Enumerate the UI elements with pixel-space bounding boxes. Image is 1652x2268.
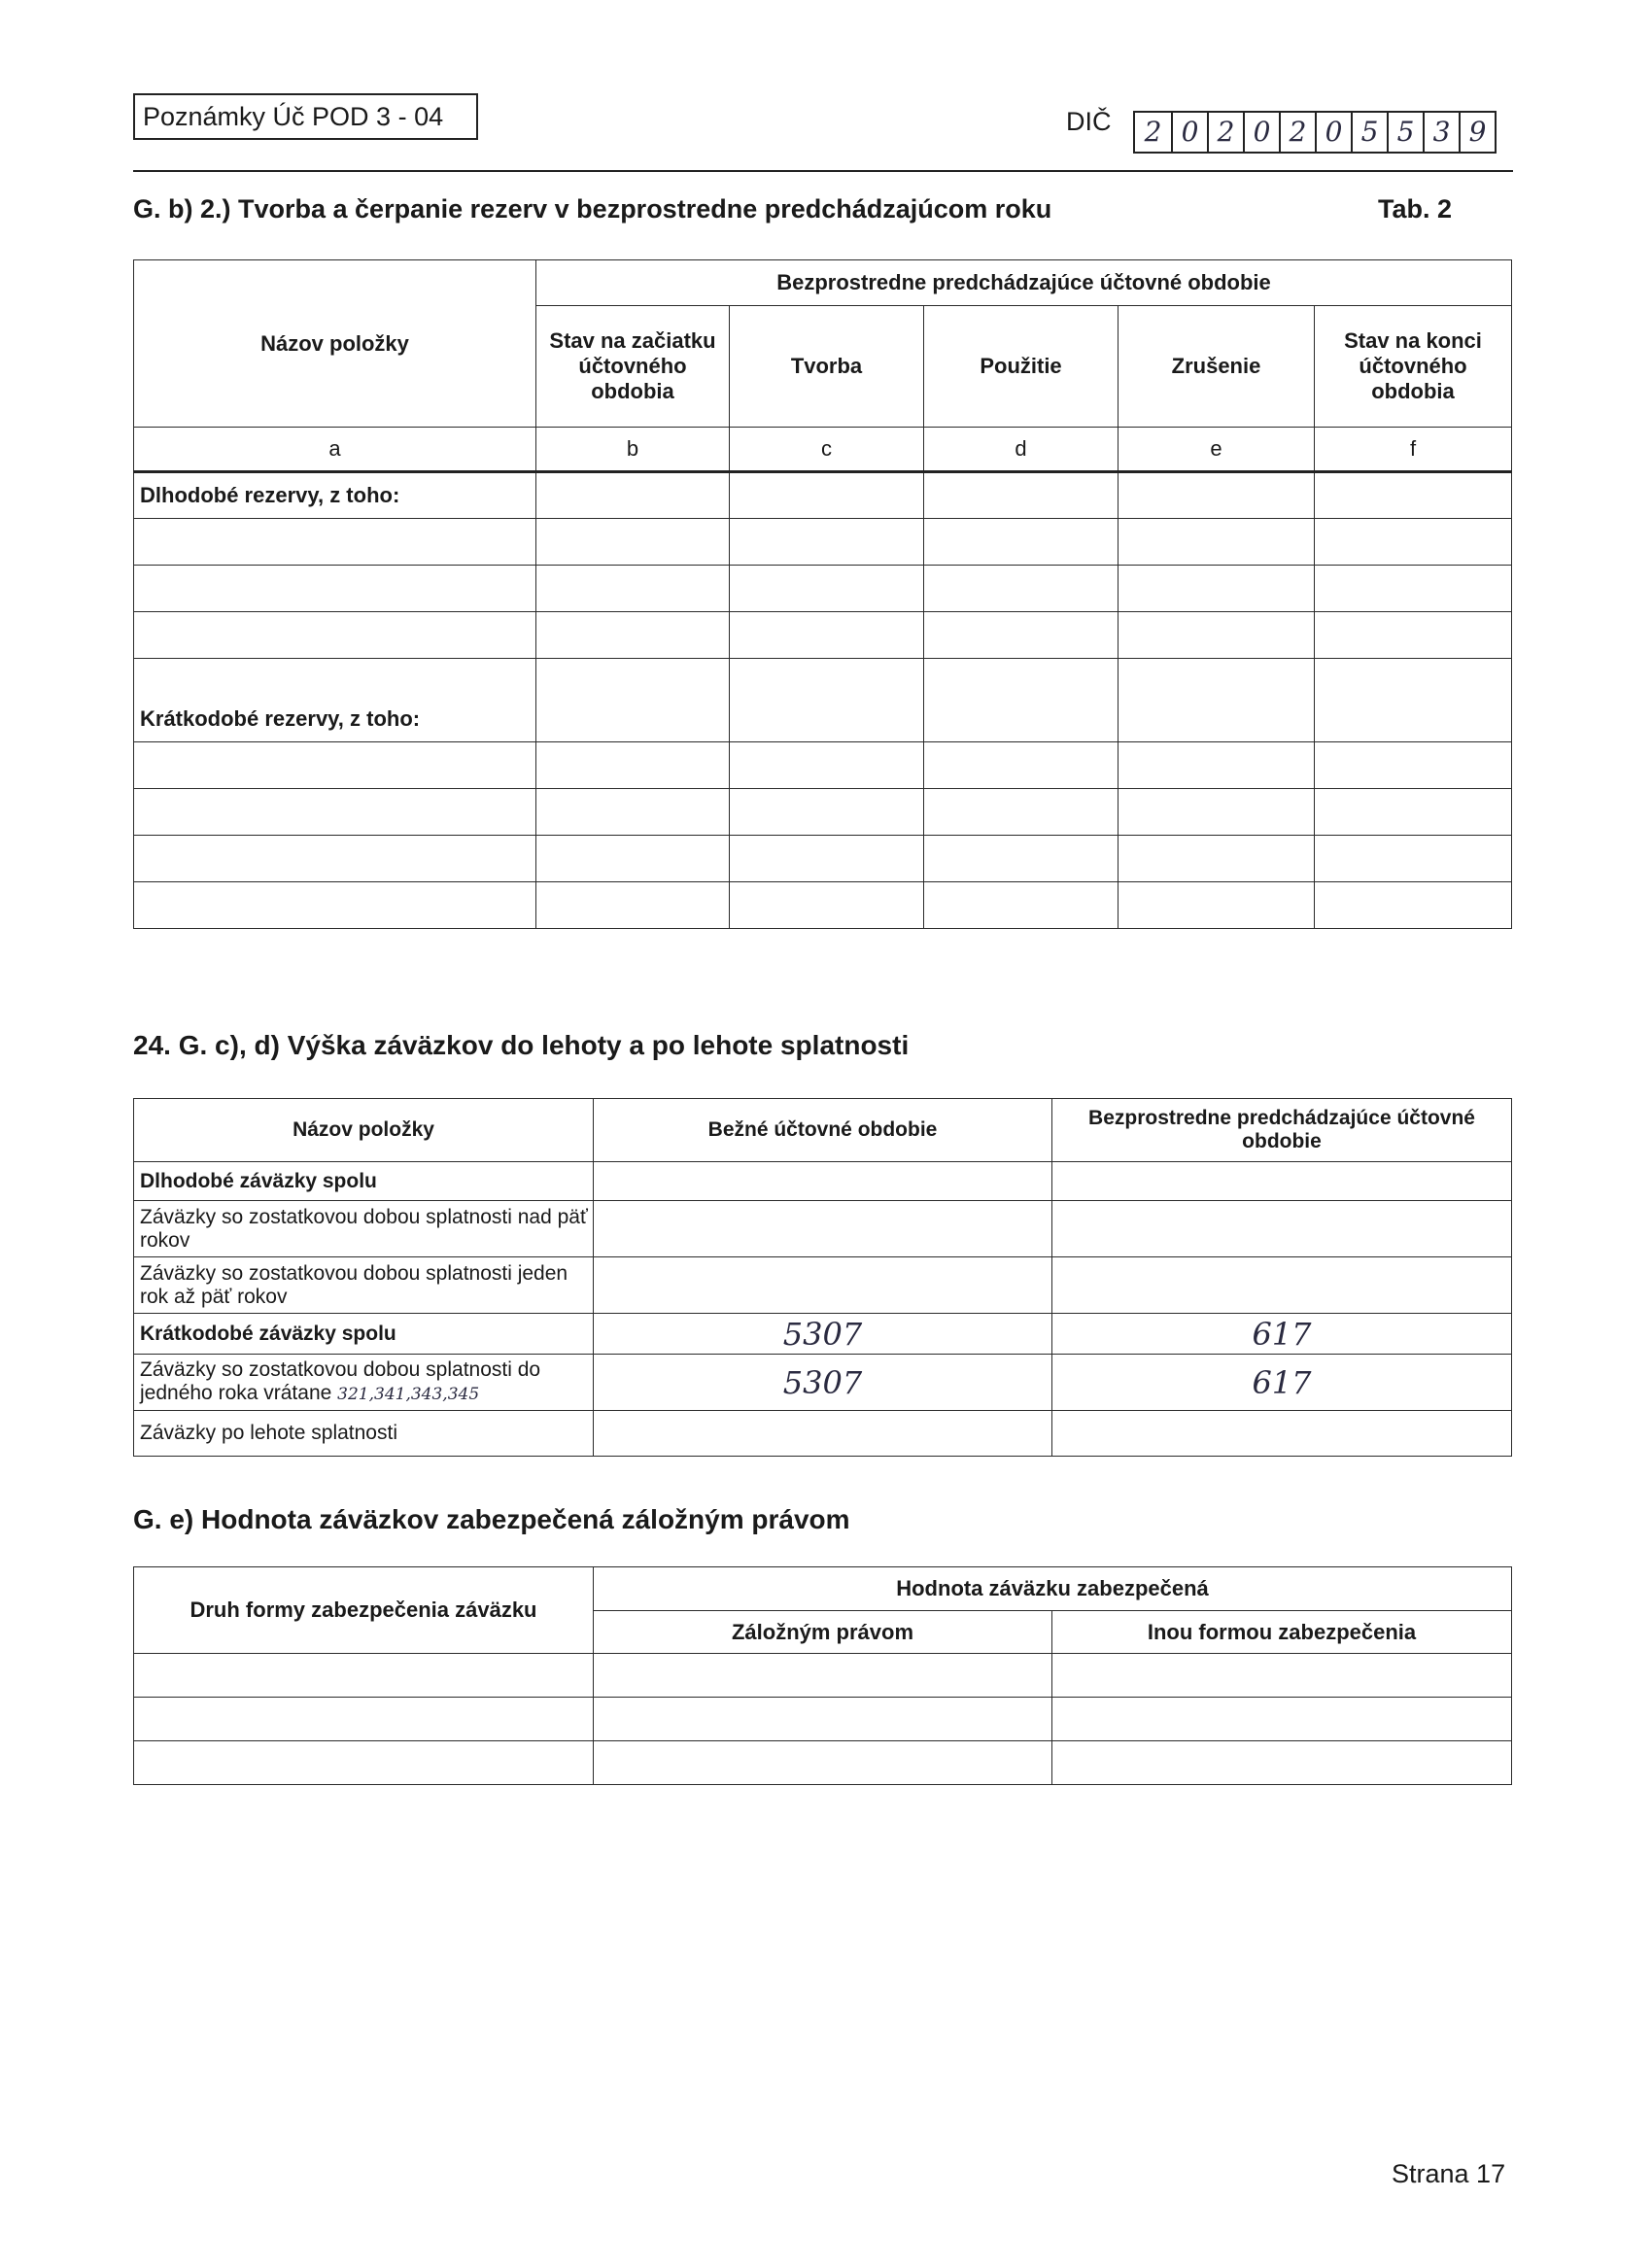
dic-digit: 9 [1459, 113, 1495, 152]
cell [134, 612, 536, 659]
cell [536, 566, 730, 612]
row-one-to-five-years: Záväzky so zostatkovou dobou splatnosti jeden rok až päť rokov [134, 1257, 594, 1314]
cell [730, 659, 924, 742]
cell [1052, 1698, 1512, 1741]
cell [924, 789, 1119, 836]
value-current [594, 1257, 1052, 1314]
col-previous-header: Bezprostredne predchádzajúce účtovné obdobie [1052, 1099, 1512, 1162]
col-name-header: Názov položky [134, 1099, 594, 1162]
row-short-term-reserves: Krátkodobé rezervy, z toho: [134, 659, 536, 742]
row-up-to-one-year-label: Záväzky so zostatkovou dobou splatnosti do jedného roka vrátane [140, 1358, 541, 1404]
period-header: Bezprostredne predchádzajúce účtovné obdobie [536, 260, 1512, 306]
table-label: Tab. 2 [1378, 194, 1453, 223]
liabilities-table [133, 1098, 1512, 1457]
col-create-header: Tvorba [730, 306, 924, 428]
cell [1315, 789, 1512, 836]
dic-digit: 0 [1243, 113, 1279, 152]
cell [134, 1654, 594, 1698]
section-title-liabilities: 24. G. c), d) Výška záväzkov do lehoty a po lehote splatnosti [133, 1030, 910, 1060]
col-letter: f [1315, 428, 1512, 472]
section-title-reserves: G. b) 2.) Tvorba a čerpanie rezerv v bezprostredne predchádzajúcom roku [133, 194, 1052, 223]
dic-digit: 0 [1171, 113, 1207, 152]
cell [730, 836, 924, 882]
col-letter: e [1119, 428, 1315, 472]
cell [924, 742, 1119, 789]
cell [536, 659, 730, 742]
row-overdue: Záväzky po lehote splatnosti [134, 1411, 594, 1457]
dic-digit: 5 [1387, 113, 1423, 152]
col-other-header: Inou formou zabezpečenia [1052, 1611, 1512, 1654]
cell [924, 472, 1119, 519]
cell [536, 742, 730, 789]
cell [134, 882, 536, 929]
cell [1315, 519, 1512, 566]
cell [1119, 566, 1315, 612]
col-end-header: Stav na konci účtovného obdobia [1315, 306, 1512, 428]
cell [1119, 836, 1315, 882]
cell [730, 612, 924, 659]
value-current: 5307 [594, 1355, 1052, 1411]
row-short-term-liabilities: Krátkodobé záväzky spolu [134, 1314, 594, 1355]
cell [134, 836, 536, 882]
cell [536, 789, 730, 836]
cell [134, 1741, 594, 1785]
dic-digit: 0 [1315, 113, 1351, 152]
col-letter: c [730, 428, 924, 472]
value-current: 5307 [594, 1314, 1052, 1355]
cell [1119, 742, 1315, 789]
cell [1119, 659, 1315, 742]
value-previous: 617 [1052, 1355, 1512, 1411]
cell [1315, 742, 1512, 789]
col-pledge-header: Záložným právom [594, 1611, 1052, 1654]
cell [730, 519, 924, 566]
cell [134, 1698, 594, 1741]
col-use-header: Použitie [924, 306, 1119, 428]
cell [594, 1741, 1052, 1785]
cell [1052, 1741, 1512, 1785]
secured-liabilities-table [133, 1566, 1512, 1785]
row-up-to-one-year [134, 1355, 594, 1411]
value-current [594, 1411, 1052, 1457]
cell [924, 519, 1119, 566]
cell [594, 1654, 1052, 1698]
dic-digit: 2 [1144, 116, 1162, 148]
col-cancel-header: Zrušenie [1119, 306, 1315, 428]
cell [1315, 612, 1512, 659]
value-previous [1052, 1257, 1512, 1314]
page-number: Strana 17 [1392, 2159, 1506, 2188]
col-letter: d [924, 428, 1119, 472]
reserves-table [133, 259, 1512, 929]
header-divider [133, 170, 1513, 172]
dic-field [1133, 111, 1497, 154]
cell [924, 566, 1119, 612]
dic-digit: 2 [1279, 113, 1315, 152]
row-long-term-liabilities: Dlhodobé záväzky spolu [134, 1162, 594, 1201]
col-current-header: Bežné účtovné obdobie [594, 1099, 1052, 1162]
cell [1119, 519, 1315, 566]
col-type-header: Druh formy zabezpečenia záväzku [134, 1567, 594, 1654]
dic-digit: 3 [1423, 113, 1459, 152]
cell [1052, 1654, 1512, 1698]
cell [924, 612, 1119, 659]
cell [594, 1698, 1052, 1741]
col-value-header: Hodnota záväzku zabezpečená [594, 1567, 1512, 1611]
cell [924, 882, 1119, 929]
col-letter: a [134, 428, 536, 472]
value-previous [1052, 1201, 1512, 1257]
col-start-header: Stav na začiatku účtovného obdobia [536, 306, 730, 428]
dic-digit: 2 [1207, 113, 1243, 152]
col-letter: b [536, 428, 730, 472]
cell [730, 742, 924, 789]
cell [134, 566, 536, 612]
cell [1315, 836, 1512, 882]
cell [1315, 659, 1512, 742]
row-over-five-years: Záväzky so zostatkovou dobou splatnosti nad päť rokov [134, 1201, 594, 1257]
cell [1119, 789, 1315, 836]
cell [1315, 566, 1512, 612]
cell [730, 472, 924, 519]
cell [1315, 472, 1512, 519]
dic-digit: 5 [1351, 113, 1387, 152]
cell [536, 612, 730, 659]
value-previous [1052, 1411, 1512, 1457]
value-previous: 617 [1052, 1314, 1512, 1355]
cell [1119, 472, 1315, 519]
section-title-secured: G. e) Hodnota záväzkov zabezpečená záložným právom [133, 1504, 850, 1534]
cell [730, 566, 924, 612]
dic-label: DIČ [1066, 107, 1112, 136]
row-long-term-reserves: Dlhodobé rezervy, z toho: [134, 472, 536, 519]
cell [730, 882, 924, 929]
cell [536, 882, 730, 929]
cell [1119, 612, 1315, 659]
cell [536, 836, 730, 882]
cell [536, 519, 730, 566]
cell [134, 742, 536, 789]
col-name-header: Názov položky [134, 260, 536, 428]
cell [1119, 882, 1315, 929]
value-current [594, 1201, 1052, 1257]
cell [924, 836, 1119, 882]
cell [924, 659, 1119, 742]
form-label: Poznámky Úč POD 3 - 04 [133, 93, 478, 140]
cell [730, 789, 924, 836]
cell [1315, 882, 1512, 929]
cell [134, 519, 536, 566]
cell [536, 472, 730, 519]
value-previous [1052, 1162, 1512, 1201]
account-note: 321,341,343,345 [337, 1385, 480, 1404]
value-current [594, 1162, 1052, 1201]
cell [134, 789, 536, 836]
